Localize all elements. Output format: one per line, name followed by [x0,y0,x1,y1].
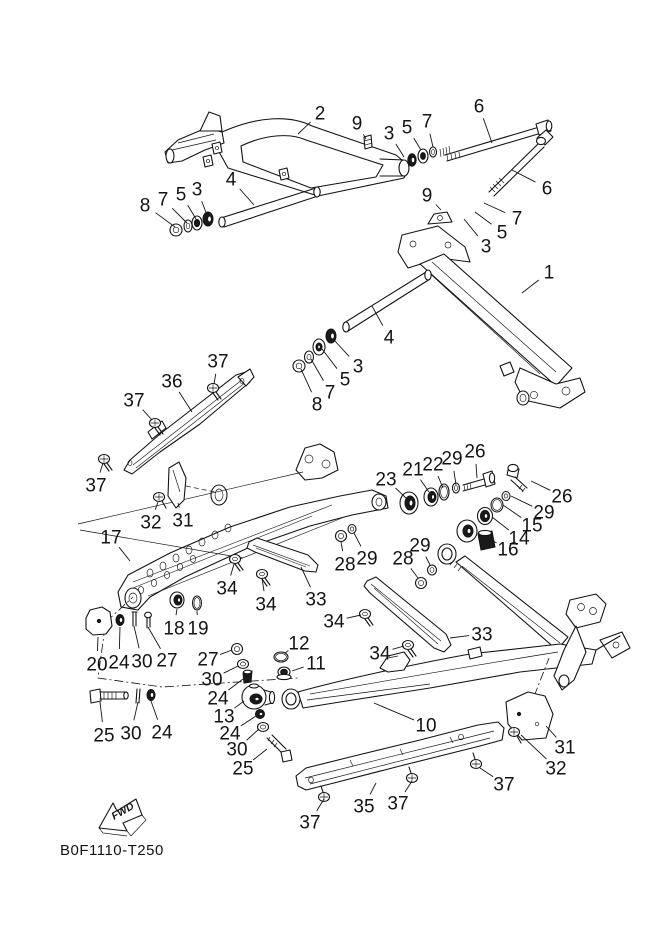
callout-11: 11 [306,653,326,675]
leader-line [411,568,418,578]
leader-line [322,349,337,369]
leader-line [420,480,429,492]
leader-line [100,463,103,473]
leader-line [405,781,412,792]
callout-3: 3 [480,236,492,258]
callout-7: 7 [324,382,336,404]
callout-34: 34 [323,611,345,633]
leader-line [231,564,234,576]
leader-line [240,189,254,205]
fwd-label: FWD [109,800,137,823]
leader-line [372,306,383,326]
leader-line [224,666,238,673]
bolt-25-left [90,689,155,703]
callout-37: 37 [299,812,321,834]
leader-line [475,212,492,224]
callout-13: 13 [213,706,235,728]
callout-5: 5 [496,222,508,244]
callout-7: 7 [511,208,523,230]
callout-14: 14 [508,528,530,550]
callout-26: 26 [464,441,486,463]
callout-30: 30 [120,723,142,745]
leader-line [354,533,361,546]
bolt-25-center [267,735,292,762]
callout-5: 5 [339,369,351,391]
leader-line [512,170,535,182]
callout-3: 3 [352,356,364,378]
callout-33: 33 [305,589,327,611]
leader-line [134,626,139,648]
callout-6: 6 [541,178,553,200]
leader-line [155,213,175,227]
lower-screw-37 [471,753,482,769]
leader-line [414,138,421,150]
part-rear-bracket [398,212,585,408]
callout-37: 37 [123,390,145,412]
callout-34: 34 [369,643,391,665]
callout-29: 29 [441,448,463,470]
callout-23: 23 [375,469,397,491]
callout-7: 7 [421,111,433,133]
leader-line [172,208,187,223]
leader-line [119,627,120,649]
callout-5: 5 [175,184,187,206]
callout-6: 6 [473,96,485,118]
bushing-18-19 [170,592,202,610]
leader-line [450,636,469,638]
callout-28: 28 [334,554,356,576]
callout-29: 29 [409,535,431,557]
leader-line [311,359,324,381]
lower-screw-37 [407,767,418,783]
leader-line [503,505,521,518]
callout-21: 21 [402,459,424,481]
callout-31: 31 [172,510,194,532]
callout-4: 4 [383,327,395,349]
leader-line [234,701,244,708]
callout-9: 9 [421,185,433,207]
leader-line [374,703,414,720]
part-plate-31-upper [154,462,216,508]
callout-22: 22 [422,454,444,476]
leader-line [202,201,207,215]
leader-line [100,702,102,722]
leader-line [396,144,404,157]
leader-line [119,547,130,561]
frame-right-bracket [554,594,630,690]
leader-line [464,219,478,236]
leader-line [392,646,404,649]
callout-3: 3 [383,123,395,145]
leader-line [531,481,550,490]
callout-34: 34 [255,594,277,616]
callout-8: 8 [311,394,323,416]
callout-1: 1 [543,262,555,284]
callout-24: 24 [108,652,130,674]
callout-37: 37 [387,793,409,815]
leader-line [241,716,256,726]
callout-32: 32 [545,758,567,780]
callout-16: 16 [497,539,519,561]
callout-27: 27 [156,650,178,672]
callout-26: 26 [551,486,573,508]
callout-37: 37 [85,475,107,497]
leader-line [511,496,532,506]
callout-37: 37 [493,774,515,796]
callout-35: 35 [353,796,375,818]
leader-line [301,369,312,392]
leader-line [483,118,492,143]
leader-line [134,702,138,720]
leader-line [370,783,376,794]
leader-line [228,679,243,690]
leader-line [430,134,433,147]
callout-36: 36 [161,371,183,393]
callout-25: 25 [232,758,254,780]
callout-25: 25 [93,725,115,747]
callout-30: 30 [201,669,223,691]
guide-screw-34 [230,555,244,572]
callout-18: 18 [163,618,185,640]
leader-line [214,374,216,384]
leader-line [341,542,343,551]
callout-24: 24 [151,722,173,744]
callout-28: 28 [392,548,414,570]
washer-stack-upper-right [408,146,450,166]
callout-10: 10 [415,715,437,737]
callout-33: 33 [471,624,493,646]
callout-24: 24 [219,723,241,745]
callout-34: 34 [216,578,238,600]
callout-7: 7 [157,189,169,211]
callout-4: 4 [225,169,237,191]
callout-12: 12 [288,633,310,655]
leader-line [97,637,98,651]
callout-15: 15 [521,515,543,537]
callout-31: 31 [554,737,576,759]
leader-line [347,615,361,618]
leader-line [220,650,232,654]
guide-screw-34 [360,610,374,627]
callout-3: 3 [191,179,203,201]
leader-line [522,280,539,293]
callout-30: 30 [131,651,153,673]
callout-9: 9 [351,113,363,135]
leader-line [476,464,477,478]
diagram-code: B0F1110-T250 [60,842,164,859]
leader-line [480,768,493,777]
pivot-shaft-upper [219,187,320,227]
leader-line [179,392,192,412]
callout-32: 32 [140,512,162,534]
leader-line [426,557,430,565]
leader-line [334,340,349,356]
callout-24: 24 [207,688,229,710]
callout-30: 30 [226,739,248,761]
callout-29: 29 [533,502,555,524]
leader-line [176,609,177,615]
washer-stack-upper-left [170,212,213,236]
leader-line [253,749,267,760]
callout-8: 8 [139,195,151,217]
callout-37: 37 [207,351,229,373]
callout-29: 29 [356,548,378,570]
leader-line [188,205,196,219]
guard-screw-37 [99,455,113,472]
leader-line [292,667,304,671]
part-lower-guard [296,722,504,802]
long-bolts [445,120,553,196]
callout-19: 19 [187,618,209,640]
leader-line [436,205,441,210]
callout-20: 20 [86,654,108,676]
callout-17: 17 [100,527,122,549]
callout-27: 27 [197,649,219,671]
fwd-arrow [99,799,146,836]
leader-line [151,701,158,720]
callout-2: 2 [314,103,326,125]
leader-line [492,517,509,530]
leader-line [484,203,505,213]
callout-5: 5 [401,117,413,139]
leader-line [247,729,259,740]
leader-line [148,627,161,649]
